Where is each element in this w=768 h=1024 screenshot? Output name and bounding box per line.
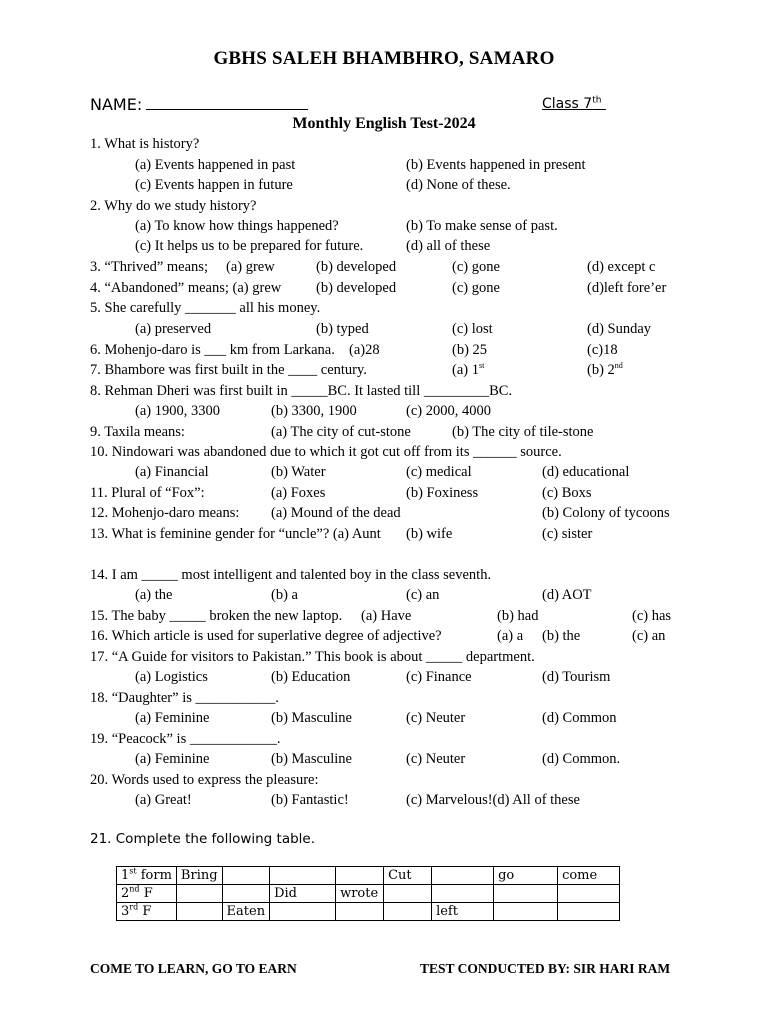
q1-option-c: (c) Events happen in future [135,177,293,193]
question-14: 14. I am _____ most intelligent and talented boy in the class seventh. [90,567,492,583]
q8-option-c: (c) 2000, 4000 [406,403,491,419]
row-label: 3rd F [117,903,177,921]
q4-option-b: (b) developed [316,280,397,296]
table-cell [222,867,270,885]
q15-option-a: (a) Have [361,608,412,624]
q2-option-d: (d) all of these [406,238,491,254]
q17-option-b: (b) Education [271,669,351,685]
question-18: 18. “Daughter” is ___________. [90,690,279,706]
q16-option-a: (a) a [497,628,524,644]
table-cell: Did [270,885,336,903]
q6-option-b: (b) 25 [452,342,488,358]
name-blank-line [146,95,308,110]
question-4: 4. “Abandoned” means; (a) grew [90,280,282,296]
q1-option-b: (b) Events happened in present [406,157,586,173]
table-cell [494,903,558,921]
question-7: 7. Bhambore was first built in the ____ century. [90,362,367,378]
question-9: 9. Taxila means: [90,424,185,440]
q11-option-c: (c) Boxs [542,485,592,501]
q10-option-a: (a) Financial [135,464,209,480]
q14-option-a: (a) the [135,587,173,603]
q18-option-a: (a) Feminine [135,710,210,726]
question-8: 8. Rehman Dheri was first built in _____BC. It lasted till _________BC. [90,383,513,399]
q6-option-a: (a)28 [349,342,380,358]
table-cell [336,903,384,921]
table-cell [176,885,222,903]
q14-option-c: (c) an [406,587,440,603]
q17-option-c: (c) Finance [406,669,472,685]
question-10: 10. Nindowari was abandoned due to which it got cut off from its ______ source. [90,444,562,460]
table-cell [558,903,620,921]
q19-option-d: (d) Common. [542,751,621,767]
question-11: 11. Plural of “Fox”: [90,485,205,501]
question-21: 21. Complete the following table. [90,831,316,847]
question-13: 13. What is feminine gender for “uncle”? (a) Aunt [90,526,381,542]
name-label: NAME: [90,95,143,114]
q19-option-a: (a) Feminine [135,751,210,767]
table-cell: go [494,867,558,885]
q1-option-d: (d) None of these. [406,177,511,193]
table-row [117,867,672,885]
table-cell [270,867,336,885]
table-cell: Cut [384,867,432,885]
table-cell [384,885,432,903]
q4-option-d: (d)left fore’er [587,280,667,296]
table-cell [558,885,620,903]
q14-option-b: (b) a [271,587,298,603]
footer-motto: COME TO LEARN, GO TO EARN [90,961,297,976]
question-6: 6. Mohenjo-daro is ___ km from Larkana. [90,342,335,358]
q2-option-a: (a) To know how things happened? [135,218,339,234]
table-cell [222,885,270,903]
q15-option-c: (c) has [632,608,672,624]
q1-option-a: (a) Events happened in past [135,157,296,173]
q18-option-b: (b) Masculine [271,710,352,726]
q7-option-b: (b) 2nd [587,361,623,378]
question-2: 2. Why do we study history? [90,198,257,214]
q20-option-b: (b) Fantastic! [271,792,349,808]
q18-option-c: (c) Neuter [406,710,466,726]
q10-option-c: (c) medical [406,464,472,480]
test-title: Monthly English Test-2024 [292,115,476,132]
table-cell: Eaten [222,903,270,921]
row-label: 1st form [117,867,177,885]
table-row [117,903,672,921]
question-5: 5. She carefully _______ all his money. [90,300,321,316]
q19-option-c: (c) Neuter [406,751,466,767]
q13-option-b: (b) wife [406,526,453,542]
q9-option-a: (a) The city of cut-stone [271,424,411,440]
table-cell [494,885,558,903]
q12-option-b: (b) Colony of tycoons [542,505,670,521]
table-cell: left [432,903,494,921]
q19-option-b: (b) Masculine [271,751,352,767]
q10-option-d: (d) educational [542,464,630,480]
q3-option-d: (d) except c [587,259,656,275]
q17-option-a: (a) Logistics [135,669,208,685]
q17-option-d: (d) Tourism [542,669,611,685]
name-field [90,95,308,115]
table-cell [176,903,222,921]
q5-option-c: (c) lost [452,321,493,337]
q6-option-c: (c)18 [587,342,618,358]
q20-option-c: (c) Marvelous!(d) All of these [406,792,580,808]
table-cell [270,903,336,921]
q20-option-a: (a) Great! [135,792,192,808]
question-1: 1. What is history? [90,136,200,152]
q8-option-b: (b) 3300, 1900 [271,403,357,419]
question-20: 20. Words used to express the pleasure: [90,772,319,788]
q13-option-c: (c) sister [542,526,593,542]
question-12: 12. Mohenjo-daro means: [90,505,240,521]
q3-option-a: (a) grew [226,259,275,275]
q10-option-b: (b) Water [271,464,326,480]
q11-option-a: (a) Foxes [271,485,326,501]
verb-forms-table [116,866,672,921]
class-label [542,96,606,113]
q2-option-c: (c) It helps us to be prepared for future. [135,238,364,254]
table-cell: wrote [336,885,384,903]
q5-option-d: (d) Sunday [587,321,652,337]
table-cell: come [558,867,620,885]
q7-option-a: (a) 1st [452,361,485,378]
q4-option-c: (c) gone [452,280,500,296]
q14-option-d: (d) AOT [542,587,592,603]
q5-option-a: (a) preserved [135,321,212,337]
q8-option-a: (a) 1900, 3300 [135,403,220,419]
question-19: 19. “Peacock” is ____________. [90,731,281,747]
q16-option-b: (b) the [542,628,581,644]
table-row [117,885,672,903]
q5-option-b: (b) typed [316,321,369,337]
q16-option-c: (c) an [632,628,666,644]
school-title: GBHS SALEH BHAMBHRO, SAMARO [213,48,555,69]
question-17: 17. “A Guide for visitors to Pakistan.” This book is about _____ department. [90,649,535,665]
table-cell [384,903,432,921]
q11-option-b: (b) Foxiness [406,485,479,501]
question-16: 16. Which article is used for superlative degree of adjective? [90,628,442,644]
q3-option-c: (c) gone [452,259,500,275]
table-cell [432,867,494,885]
table-cell: Bring [176,867,222,885]
row-label: 2nd F [117,885,177,903]
q15-option-b: (b) had [497,608,539,624]
table-cell [336,867,384,885]
question-15: 15. The baby _____ broken the new laptop. [90,608,343,624]
q9-option-b: (b) The city of tile-stone [452,424,594,440]
q18-option-d: (d) Common [542,710,617,726]
table-cell [432,885,494,903]
q12-option-a: (a) Mound of the dead [271,505,401,521]
q2-option-b: (b) To make sense of past. [406,218,558,234]
q3-option-b: (b) developed [316,259,397,275]
question-3: 3. “Thrived” means; [90,259,208,275]
class-superscript: th [592,95,602,106]
footer-conductor: TEST CONDUCTED BY: SIR HARI RAM [420,961,671,976]
class-text: Class 7 [542,96,593,112]
